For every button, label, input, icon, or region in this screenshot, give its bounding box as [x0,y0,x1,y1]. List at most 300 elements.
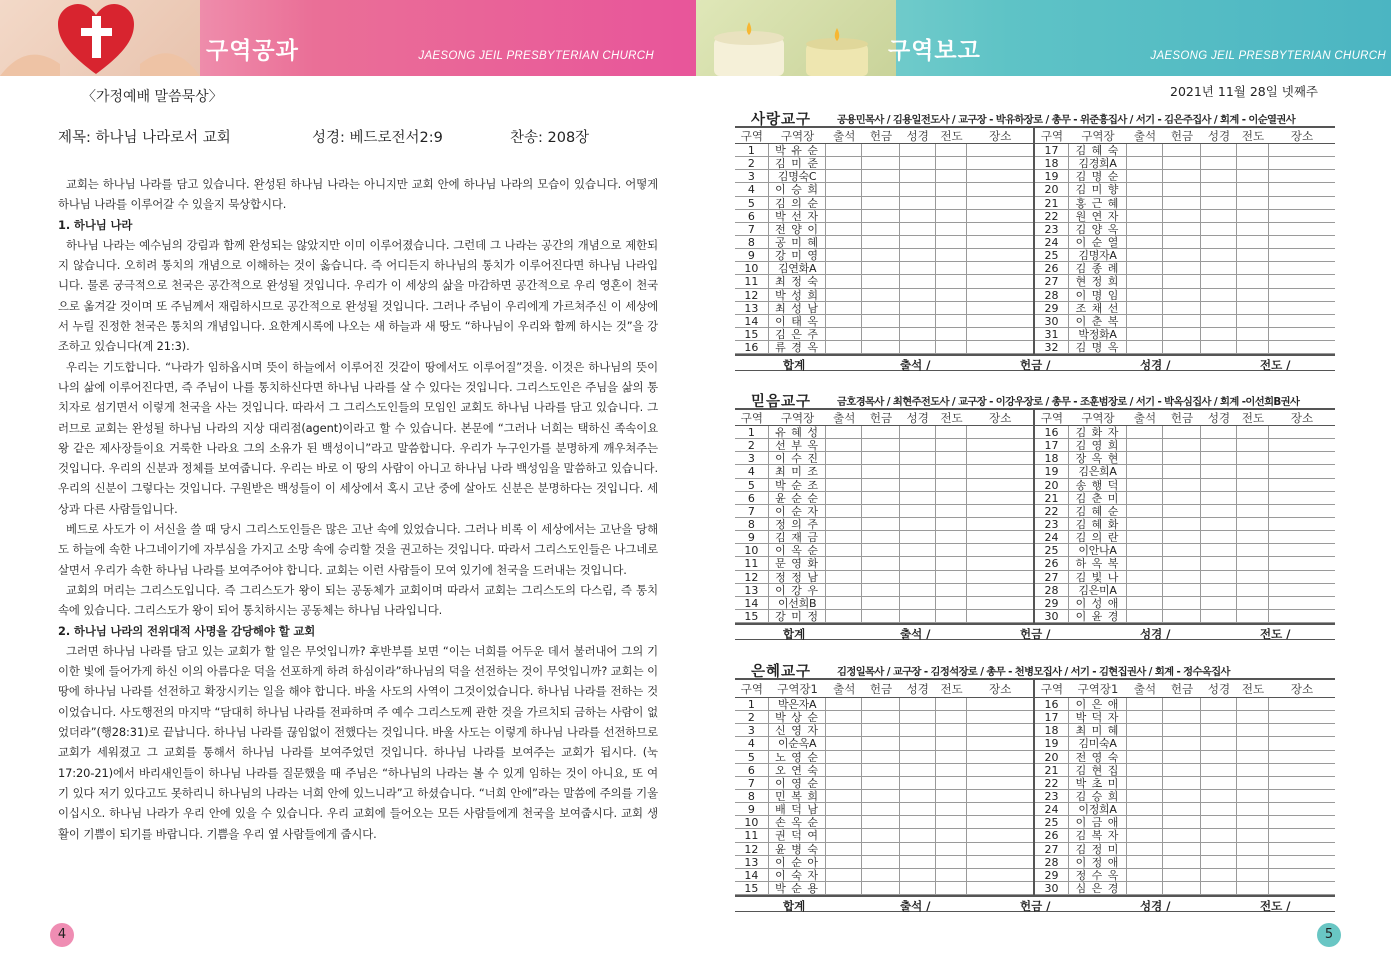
attendance-cell[interactable] [1127,262,1163,274]
bible-cell[interactable] [1201,597,1237,609]
place-cell[interactable] [967,262,1033,274]
place-cell[interactable] [967,698,1033,710]
attendance-cell[interactable] [1127,882,1163,894]
evangelism-cell[interactable] [1237,275,1269,287]
evangelism-cell[interactable] [936,711,968,723]
attendance-cell[interactable] [1127,856,1163,868]
place-cell[interactable] [967,751,1033,763]
bible-cell[interactable] [900,249,936,261]
place-cell[interactable] [967,856,1033,868]
evangelism-cell[interactable] [1237,571,1269,583]
attendance-cell[interactable] [1127,249,1163,261]
bible-cell[interactable] [1201,328,1237,340]
attendance-cell[interactable] [1127,711,1163,723]
evangelism-cell[interactable] [936,426,968,438]
bible-cell[interactable] [1201,571,1237,583]
offering-cell[interactable] [1163,856,1201,868]
place-cell[interactable] [967,249,1033,261]
place-cell[interactable] [1269,328,1335,340]
place-cell[interactable] [1269,479,1335,491]
attendance-cell[interactable] [826,829,862,841]
attendance-cell[interactable] [1127,183,1163,195]
attendance-cell[interactable] [826,777,862,789]
evangelism-cell[interactable] [936,170,968,182]
offering-cell[interactable] [1163,210,1201,222]
bible-cell[interactable] [900,869,936,881]
attendance-cell[interactable] [1127,829,1163,841]
bible-cell[interactable] [1201,777,1237,789]
offering-cell[interactable] [862,882,900,894]
attendance-cell[interactable] [826,790,862,802]
bible-cell[interactable] [900,262,936,274]
offering-cell[interactable] [1163,790,1201,802]
evangelism-cell[interactable] [1237,452,1269,464]
offering-cell[interactable] [862,275,900,287]
offering-cell[interactable] [1163,584,1201,596]
bible-cell[interactable] [1201,315,1237,327]
place-cell[interactable] [1269,531,1335,543]
bible-cell[interactable] [1201,341,1237,353]
evangelism-cell[interactable] [936,289,968,301]
attendance-cell[interactable] [1127,518,1163,530]
attendance-cell[interactable] [826,882,862,894]
bible-cell[interactable] [900,223,936,235]
attendance-cell[interactable] [826,764,862,776]
evangelism-cell[interactable] [936,262,968,274]
evangelism-cell[interactable] [1237,505,1269,517]
offering-cell[interactable] [1163,829,1201,841]
place-cell[interactable] [967,302,1033,314]
evangelism-cell[interactable] [936,856,968,868]
bible-cell[interactable] [900,777,936,789]
place-cell[interactable] [967,777,1033,789]
evangelism-cell[interactable] [936,531,968,543]
bible-cell[interactable] [900,571,936,583]
evangelism-cell[interactable] [1237,492,1269,504]
evangelism-cell[interactable] [1237,289,1269,301]
attendance-cell[interactable] [826,275,862,287]
attendance-cell[interactable] [1127,505,1163,517]
attendance-cell[interactable] [826,144,862,156]
evangelism-cell[interactable] [1237,737,1269,749]
offering-cell[interactable] [862,262,900,274]
offering-cell[interactable] [1163,302,1201,314]
place-cell[interactable] [967,724,1033,736]
bible-cell[interactable] [900,479,936,491]
offering-cell[interactable] [1163,328,1201,340]
offering-cell[interactable] [862,711,900,723]
attendance-cell[interactable] [826,856,862,868]
attendance-cell[interactable] [1127,724,1163,736]
evangelism-cell[interactable] [1237,856,1269,868]
attendance-cell[interactable] [1127,236,1163,248]
place-cell[interactable] [1269,518,1335,530]
evangelism-cell[interactable] [936,698,968,710]
offering-cell[interactable] [862,479,900,491]
evangelism-cell[interactable] [1237,210,1269,222]
place-cell[interactable] [1269,426,1335,438]
place-cell[interactable] [967,505,1033,517]
attendance-cell[interactable] [1127,777,1163,789]
attendance-cell[interactable] [1127,170,1163,182]
place-cell[interactable] [967,584,1033,596]
attendance-cell[interactable] [1127,544,1163,556]
bible-cell[interactable] [1201,816,1237,828]
evangelism-cell[interactable] [936,479,968,491]
bible-cell[interactable] [1201,452,1237,464]
evangelism-cell[interactable] [936,223,968,235]
bible-cell[interactable] [900,465,936,477]
attendance-cell[interactable] [826,328,862,340]
evangelism-cell[interactable] [936,544,968,556]
bible-cell[interactable] [1201,289,1237,301]
bible-cell[interactable] [900,597,936,609]
evangelism-cell[interactable] [936,236,968,248]
evangelism-cell[interactable] [936,571,968,583]
attendance-cell[interactable] [1127,452,1163,464]
bible-cell[interactable] [1201,724,1237,736]
place-cell[interactable] [1269,183,1335,195]
offering-cell[interactable] [862,170,900,182]
offering-cell[interactable] [1163,843,1201,855]
place-cell[interactable] [1269,236,1335,248]
place-cell[interactable] [967,465,1033,477]
place-cell[interactable] [1269,544,1335,556]
evangelism-cell[interactable] [1237,157,1269,169]
bible-cell[interactable] [1201,843,1237,855]
attendance-cell[interactable] [1127,479,1163,491]
evangelism-cell[interactable] [1237,315,1269,327]
attendance-cell[interactable] [826,439,862,451]
place-cell[interactable] [967,197,1033,209]
attendance-cell[interactable] [826,236,862,248]
place-cell[interactable] [1269,843,1335,855]
attendance-cell[interactable] [826,724,862,736]
place-cell[interactable] [1269,584,1335,596]
offering-cell[interactable] [1163,315,1201,327]
offering-cell[interactable] [1163,289,1201,301]
place-cell[interactable] [967,144,1033,156]
offering-cell[interactable] [862,144,900,156]
evangelism-cell[interactable] [936,341,968,353]
offering-cell[interactable] [862,426,900,438]
place-cell[interactable] [1269,777,1335,789]
offering-cell[interactable] [862,505,900,517]
bible-cell[interactable] [1201,479,1237,491]
evangelism-cell[interactable] [1237,518,1269,530]
attendance-cell[interactable] [1127,531,1163,543]
offering-cell[interactable] [862,724,900,736]
place-cell[interactable] [967,571,1033,583]
evangelism-cell[interactable] [936,816,968,828]
offering-cell[interactable] [862,328,900,340]
place-cell[interactable] [1269,737,1335,749]
bible-cell[interactable] [900,790,936,802]
offering-cell[interactable] [862,557,900,569]
offering-cell[interactable] [862,210,900,222]
evangelism-cell[interactable] [936,777,968,789]
place-cell[interactable] [967,492,1033,504]
bible-cell[interactable] [900,275,936,287]
place-cell[interactable] [1269,724,1335,736]
offering-cell[interactable] [1163,492,1201,504]
evangelism-cell[interactable] [1237,829,1269,841]
bible-cell[interactable] [900,183,936,195]
bible-cell[interactable] [1201,531,1237,543]
attendance-cell[interactable] [1127,210,1163,222]
place-cell[interactable] [967,275,1033,287]
offering-cell[interactable] [1163,505,1201,517]
attendance-cell[interactable] [826,289,862,301]
attendance-cell[interactable] [1127,557,1163,569]
place-cell[interactable] [967,711,1033,723]
offering-cell[interactable] [1163,275,1201,287]
place-cell[interactable] [967,544,1033,556]
evangelism-cell[interactable] [936,869,968,881]
offering-cell[interactable] [862,698,900,710]
evangelism-cell[interactable] [1237,610,1269,622]
attendance-cell[interactable] [826,505,862,517]
bible-cell[interactable] [1201,764,1237,776]
attendance-cell[interactable] [1127,465,1163,477]
evangelism-cell[interactable] [1237,803,1269,815]
bible-cell[interactable] [900,210,936,222]
attendance-cell[interactable] [1127,843,1163,855]
bible-cell[interactable] [1201,439,1237,451]
bible-cell[interactable] [1201,157,1237,169]
place-cell[interactable] [967,236,1033,248]
evangelism-cell[interactable] [1237,302,1269,314]
offering-cell[interactable] [1163,439,1201,451]
evangelism-cell[interactable] [1237,597,1269,609]
bible-cell[interactable] [900,711,936,723]
attendance-cell[interactable] [826,426,862,438]
place-cell[interactable] [967,790,1033,802]
attendance-cell[interactable] [826,737,862,749]
place-cell[interactable] [967,610,1033,622]
place-cell[interactable] [967,843,1033,855]
offering-cell[interactable] [862,584,900,596]
offering-cell[interactable] [1163,544,1201,556]
place-cell[interactable] [1269,262,1335,274]
place-cell[interactable] [1269,803,1335,815]
bible-cell[interactable] [1201,492,1237,504]
evangelism-cell[interactable] [1237,816,1269,828]
attendance-cell[interactable] [826,157,862,169]
place-cell[interactable] [1269,711,1335,723]
offering-cell[interactable] [1163,803,1201,815]
evangelism-cell[interactable] [1237,843,1269,855]
place-cell[interactable] [967,341,1033,353]
evangelism-cell[interactable] [1237,223,1269,235]
offering-cell[interactable] [1163,610,1201,622]
offering-cell[interactable] [1163,249,1201,261]
attendance-cell[interactable] [826,711,862,723]
attendance-cell[interactable] [826,571,862,583]
bible-cell[interactable] [1201,584,1237,596]
attendance-cell[interactable] [1127,584,1163,596]
place-cell[interactable] [1269,289,1335,301]
attendance-cell[interactable] [826,452,862,464]
offering-cell[interactable] [862,223,900,235]
place-cell[interactable] [1269,492,1335,504]
bible-cell[interactable] [900,302,936,314]
bible-cell[interactable] [900,439,936,451]
evangelism-cell[interactable] [1237,249,1269,261]
bible-cell[interactable] [900,610,936,622]
bible-cell[interactable] [900,452,936,464]
evangelism-cell[interactable] [936,737,968,749]
evangelism-cell[interactable] [936,882,968,894]
place-cell[interactable] [967,869,1033,881]
evangelism-cell[interactable] [936,144,968,156]
bible-cell[interactable] [900,544,936,556]
offering-cell[interactable] [862,597,900,609]
bible-cell[interactable] [1201,249,1237,261]
attendance-cell[interactable] [1127,816,1163,828]
evangelism-cell[interactable] [936,803,968,815]
place-cell[interactable] [1269,210,1335,222]
place-cell[interactable] [967,315,1033,327]
attendance-cell[interactable] [1127,869,1163,881]
offering-cell[interactable] [1163,711,1201,723]
bible-cell[interactable] [900,764,936,776]
evangelism-cell[interactable] [1237,790,1269,802]
place-cell[interactable] [967,439,1033,451]
attendance-cell[interactable] [826,518,862,530]
evangelism-cell[interactable] [1237,439,1269,451]
attendance-cell[interactable] [1127,289,1163,301]
offering-cell[interactable] [1163,183,1201,195]
offering-cell[interactable] [1163,751,1201,763]
bible-cell[interactable] [1201,803,1237,815]
place-cell[interactable] [1269,315,1335,327]
attendance-cell[interactable] [826,597,862,609]
attendance-cell[interactable] [826,584,862,596]
bible-cell[interactable] [900,492,936,504]
evangelism-cell[interactable] [936,724,968,736]
offering-cell[interactable] [862,777,900,789]
place-cell[interactable] [1269,816,1335,828]
attendance-cell[interactable] [1127,328,1163,340]
attendance-cell[interactable] [826,465,862,477]
bible-cell[interactable] [1201,856,1237,868]
place-cell[interactable] [967,737,1033,749]
evangelism-cell[interactable] [936,452,968,464]
attendance-cell[interactable] [826,531,862,543]
place-cell[interactable] [1269,856,1335,868]
evangelism-cell[interactable] [1237,183,1269,195]
bible-cell[interactable] [900,289,936,301]
attendance-cell[interactable] [826,816,862,828]
bible-cell[interactable] [900,856,936,868]
evangelism-cell[interactable] [936,157,968,169]
evangelism-cell[interactable] [1237,777,1269,789]
place-cell[interactable] [1269,275,1335,287]
place-cell[interactable] [1269,597,1335,609]
bible-cell[interactable] [900,505,936,517]
attendance-cell[interactable] [826,803,862,815]
bible-cell[interactable] [1201,223,1237,235]
place-cell[interactable] [1269,157,1335,169]
attendance-cell[interactable] [1127,157,1163,169]
place-cell[interactable] [967,210,1033,222]
offering-cell[interactable] [862,869,900,881]
offering-cell[interactable] [862,197,900,209]
bible-cell[interactable] [1201,183,1237,195]
attendance-cell[interactable] [1127,790,1163,802]
place-cell[interactable] [967,426,1033,438]
evangelism-cell[interactable] [1237,557,1269,569]
bible-cell[interactable] [900,882,936,894]
bible-cell[interactable] [1201,790,1237,802]
offering-cell[interactable] [1163,170,1201,182]
offering-cell[interactable] [1163,262,1201,274]
place-cell[interactable] [967,803,1033,815]
evangelism-cell[interactable] [1237,544,1269,556]
offering-cell[interactable] [1163,869,1201,881]
offering-cell[interactable] [1163,698,1201,710]
place-cell[interactable] [1269,869,1335,881]
offering-cell[interactable] [1163,764,1201,776]
evangelism-cell[interactable] [936,492,968,504]
evangelism-cell[interactable] [1237,328,1269,340]
place-cell[interactable] [967,816,1033,828]
attendance-cell[interactable] [826,869,862,881]
evangelism-cell[interactable] [1237,465,1269,477]
attendance-cell[interactable] [826,197,862,209]
bible-cell[interactable] [1201,505,1237,517]
offering-cell[interactable] [862,544,900,556]
attendance-cell[interactable] [1127,610,1163,622]
place-cell[interactable] [1269,223,1335,235]
bible-cell[interactable] [1201,610,1237,622]
place-cell[interactable] [967,829,1033,841]
attendance-cell[interactable] [1127,223,1163,235]
evangelism-cell[interactable] [936,584,968,596]
offering-cell[interactable] [1163,426,1201,438]
place-cell[interactable] [1269,439,1335,451]
bible-cell[interactable] [1201,210,1237,222]
evangelism-cell[interactable] [936,302,968,314]
bible-cell[interactable] [1201,711,1237,723]
attendance-cell[interactable] [826,170,862,182]
evangelism-cell[interactable] [1237,751,1269,763]
attendance-cell[interactable] [1127,597,1163,609]
attendance-cell[interactable] [1127,751,1163,763]
offering-cell[interactable] [1163,341,1201,353]
place-cell[interactable] [1269,341,1335,353]
offering-cell[interactable] [1163,724,1201,736]
evangelism-cell[interactable] [936,518,968,530]
place-cell[interactable] [967,452,1033,464]
bible-cell[interactable] [1201,170,1237,182]
attendance-cell[interactable] [1127,315,1163,327]
place-cell[interactable] [1269,698,1335,710]
place-cell[interactable] [967,479,1033,491]
bible-cell[interactable] [900,843,936,855]
offering-cell[interactable] [1163,777,1201,789]
attendance-cell[interactable] [1127,275,1163,287]
bible-cell[interactable] [900,426,936,438]
evangelism-cell[interactable] [1237,341,1269,353]
place-cell[interactable] [967,518,1033,530]
evangelism-cell[interactable] [936,505,968,517]
evangelism-cell[interactable] [936,790,968,802]
attendance-cell[interactable] [1127,571,1163,583]
offering-cell[interactable] [862,183,900,195]
bible-cell[interactable] [900,816,936,828]
